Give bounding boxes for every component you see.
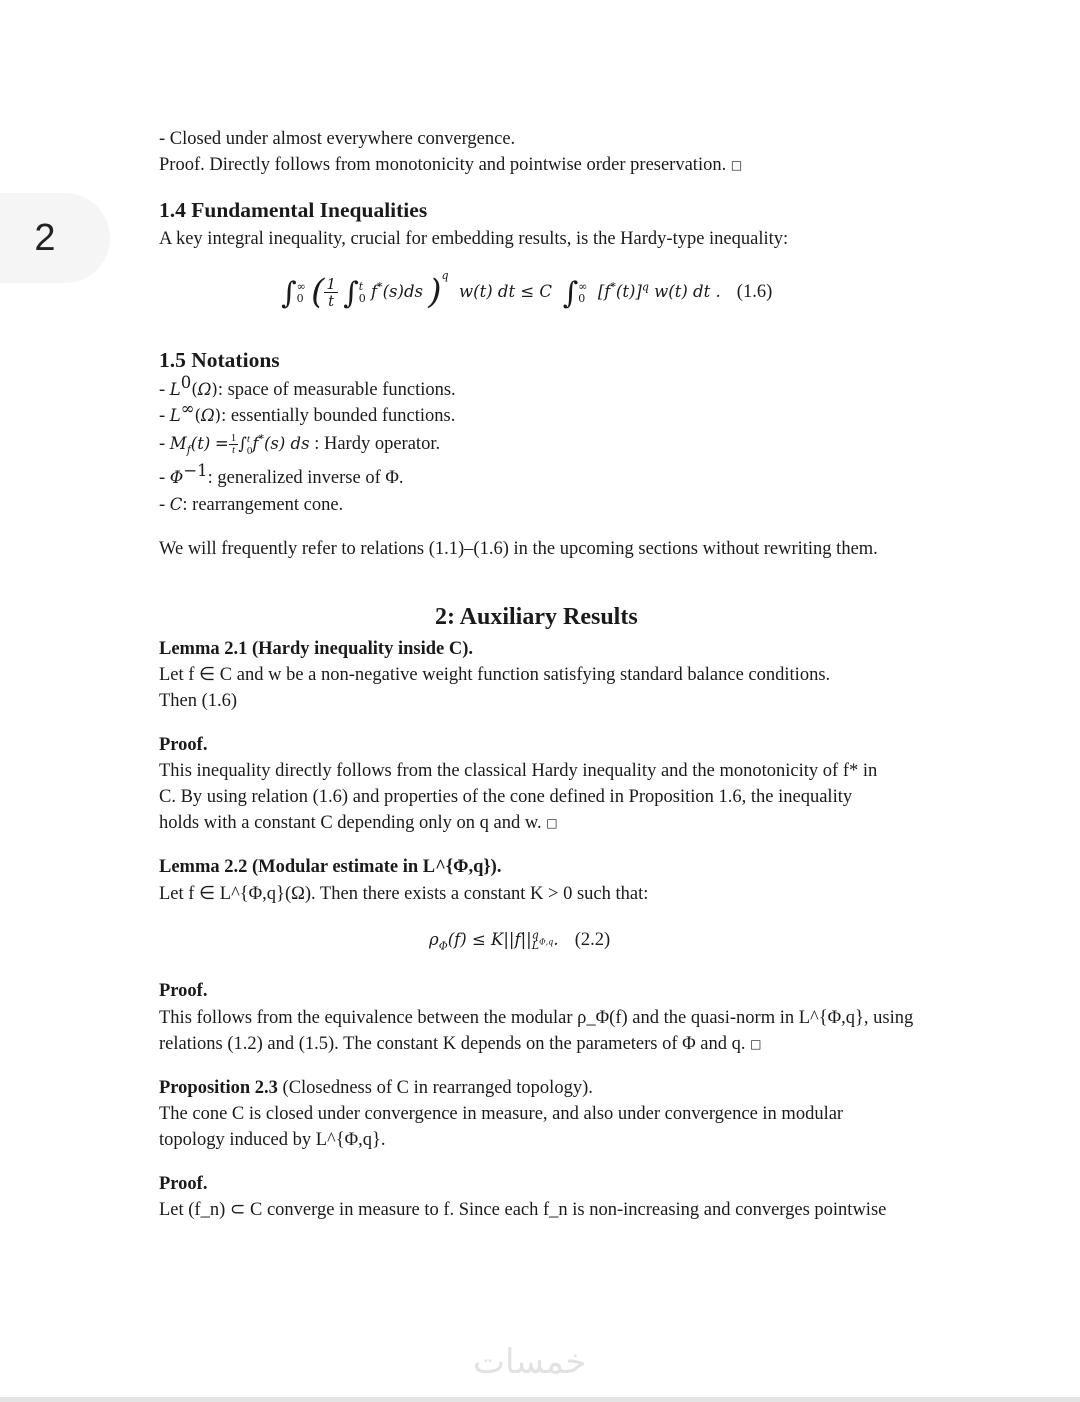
- lemma-2-1-proof: C. By using relation (1.6) and properties of the cone defined in Proposition 1.6, the inequality: [159, 787, 853, 807]
- proof-label: Proof.: [159, 1174, 208, 1194]
- lemma-2-1-statement-2: Then (1.6): [159, 691, 238, 711]
- proof-label: Proof.: [159, 981, 208, 1001]
- lemma-2-2-title: Lemma 2.2 (Modular estimate in L^{Φ,q}).: [159, 857, 502, 877]
- lemma-2-2-proof: relations (1.2) and (1.5). The constant K depends on the parameters of Φ and q. □: [159, 1034, 762, 1054]
- proposition-2-3-title: Proposition 2.3 (Closedness of C in rearranged topology).: [159, 1078, 593, 1098]
- heading-1-4: 1.4 Fundamental Inequalities: [159, 198, 428, 222]
- lemma-2-1-statement: Let f ∈ C and w be a non-negative weight function satisfying standard balance conditions.: [159, 665, 831, 685]
- equation-2-2: $\rho_\Phi(f) \le K||f||^q_{L^{\Phi,q}}$. (2.2): [429, 928, 611, 953]
- equation-tag-2-2: (2.2): [574, 930, 611, 950]
- lemma-2-1-proof: This inequality directly follows from the classical Hardy inequality and the monotonicity of f* in: [159, 761, 878, 781]
- bottom-divider: [0, 1397, 1080, 1402]
- heading-1-5: 1.5 Notations: [159, 348, 280, 372]
- heading-section-2: 2: Auxiliary Results: [435, 604, 638, 630]
- equation-tag-1-6: (1.6): [736, 282, 773, 302]
- page-number: 2: [34, 216, 56, 259]
- notation-item: - $M_f(t)$ = $\frac{1}{t}$ ∫ t 0 f*(s) ds : Hardy operator.: [159, 432, 441, 457]
- lemma-2-2-statement: Let f ∈ L^{Φ,q}(Ω). Then there exists a constant K > 0 such that:: [159, 884, 649, 904]
- notation-item: - C: rearrangement cone.: [159, 495, 344, 515]
- section-1-4-intro: A key integral inequality, crucial for embedding results, is the Hardy-type inequality:: [159, 229, 789, 249]
- lemma-2-2-proof: This follows from the equivalence between the modular ρ_Φ(f) and the quasi-norm in L^{Φ,q}, using: [159, 1008, 914, 1028]
- notation-item: - $L^0(\Omega)$: space of measurable functions.: [159, 372, 456, 400]
- proposition-2-3-statement: The cone C is closed under convergence in measure, and also under convergence in modular: [159, 1104, 844, 1124]
- qed-symbol: □: [750, 1037, 762, 1051]
- proof-monotone-line: Proof. Directly follows from monotonicity and pointwise order preservation. □: [159, 155, 743, 175]
- proposition-2-3-statement: topology induced by L^{Φ,q}.: [159, 1130, 386, 1150]
- relations-note: We will frequently refer to relations (1.1)–(1.6) in the upcoming sections without rewriting them.: [159, 539, 878, 559]
- qed-symbol: □: [730, 158, 743, 172]
- proof-label: Proof.: [159, 735, 208, 755]
- proposition-2-3-proof: Let (f_n) ⊂ C converge in measure to f. Since each f_n is non-increasing and converges pointwise: [159, 1200, 887, 1220]
- lemma-2-1-proof: holds with a constant C depending only on q and w. □: [159, 813, 558, 833]
- page-number-tab: [0, 193, 110, 283]
- closed-ae-line: - Closed under almost everywhere convergence.: [159, 129, 516, 149]
- equation-1-6: ∫ ∞ 0 ( $\frac{1}{t}$ ∫ t 0 f*(s)ds )$^q$ w(t) dt ≤ C ∫ ∞ 0 $[f^*(t)]^q$ w(t) dt . (1.6): [281, 269, 773, 312]
- qed-symbol: □: [546, 816, 558, 830]
- notation-item: - L∞(Ω): essentially bounded functions.: [159, 398, 456, 426]
- notation-item: - $\Phi^{-1}$: generalized inverse of Φ.: [159, 460, 404, 488]
- watermark-logo: خمسات: [473, 1342, 587, 1382]
- lemma-2-1-title: Lemma 2.1 (Hardy inequality inside C).: [159, 639, 473, 659]
